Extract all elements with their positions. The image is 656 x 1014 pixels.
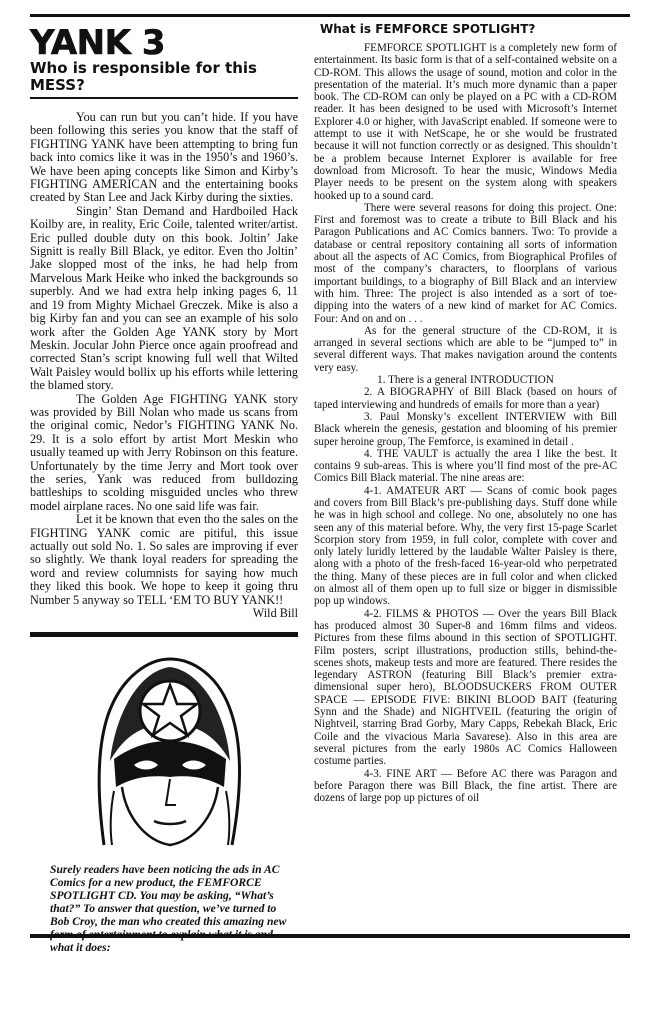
article-paragraph: There were several reasons for doing this project. One: First and foremost was to create a tribute to Bill Black and his Paragon Publications and AC Comics banners. Two: To provide a database or central repository containing all sorts of information about all the aspects of AC Comics, from Biographical Profiles of most of the company’s characters, to floorplans of various important buildings, to a biography of Bill Black and an interview with him. Three: The project is also intended as a sort of toe-dipping into the waters of a new kind of market for AC Comics. Four: And on and on . . . — [314, 201, 617, 325]
article-paragraph: As for the general structure of the CD-ROM, it is arranged in several sections which are able to be “jumped to” in several different ways. That makes navigation around the contents very easy. — [314, 324, 617, 374]
page-title: YANK 3 — [30, 23, 165, 63]
sub-area-item: 4-1. AMATEUR ART — Scans of comic book pages and covers from Bill Black’s pre-publishing days. Stuff done while he was in high school and college. No one, absolutely no one has seen any of this material before. Why, the very first 15-page Scarlet Scorpion story from 1959, in full color, complete with cover and only lately luridly lettered by the laudable Walter Paisley is there, along with a photo of the fresh-faced 16-year-old who perpetrated the thing. Many of these pieces are in full color and when clicked on almost all of them open up to full size or bigger in dismissible pop up windows. — [314, 484, 617, 608]
editorial-paragraph: You can run but you can’t hide. If you have been following this series you know that the staff of FIGHTING YANK have been attempting to bring fun back into comics like it was in the 1950’s and 1960’s. We have been aping concepts like Simon and Kirby’s FIGHTING AMERICAN and the entertaining books created by Stan Lee and Jack Kirby during the sixties. — [30, 110, 298, 205]
editorial-paragraph: Singin’ Stan Demand and Hardboiled Hack Koilby are, in reality, Eric Coile, talented writer/artist. Eric pulled double duty on this book. Joltin’ Jake Signitt is really Bill Black, ye editor. Even tho Joltin’ Jake slopped most of the inks, he had help from Marvelous Mark Heike who inked the backgrounds so superbly. And we had extra help inking pages 6, 11 and 19 from Mighty Michael Greczek. Mike is also a big Kirby fan and you can see an example of his solo work after the Golden Age YANK story by Mort Meskin. Jocular John Pierce once again proofread and corrected Stan’s script knowing full well that Wilted Walt Paisley would bollix up his efforts while lettering the blamed story. — [30, 203, 298, 393]
right-column — [314, 20, 617, 804]
article-paragraph: FEMFORCE SPOTLIGHT is a completely new form of entertainment. Its basic form is that of a self-contained website on a CD-ROM. This allows the usage of sound, motion and color in the presentation of the material. It’s much more dynamic than a paper book. The CD-ROM can only be played on a PC with a CD-ROM reader. It has been designed to be used with Microsoft’s Internet Explorer 4.0 or higher, with JavaScript enabled. If someone were to attempt to use it with NetScape, he or she would be frustrated because it will not function correctly or as designed. This shouldn’t be a problem because Internet Explorer is available for free download from Microsoft. To hear the music, Windows Media Player needs to be present on the system along with speakers hooked up to a sound card. — [314, 42, 617, 202]
editorial-body — [30, 111, 298, 607]
sub-area-item: 4-3. FINE ART — Before AC there was Paragon and before Paragon there was Bill Black, the fine artist. There are dozens of large pop up pictures of oil — [314, 767, 617, 805]
spotlight-intro-caption: Surely readers have been noticing the ads in AC Comics for a new product, the FEMFORCE SPOTLIGHT CD. You may be asking, “What’s that?” To answer that question, we’ve turned to Bob Croy, the man who created this amazing new what it does: — [50, 863, 287, 955]
editorial-paragraph: Let it be known that even tho the sales on the FIGHTING YANK comic are pitiful, this issue actually out sold No. 1. So sales are improving if ever so slightly. We thank loyal readers for spreading the word and review columnists for saying how much they liked this book. We hope to keep it going thru Number 5 anyway so TELL ‘EM TO BUY YANK!! — [30, 512, 298, 607]
section-divider — [30, 632, 298, 637]
signature: Wild Bill — [252, 606, 298, 621]
top-rule — [30, 14, 630, 17]
editorial-paragraph: The Golden Age FIGHTING YANK story was provided by Bill Nolan who made us scans from the original comic, Nedor’s FIGHTING YANK No. 29. It is a solo effort by artist Mort Meskin who usually teamed up with Jerry Robinson on this feature. Unfortunately by the time Jerry and Mort took over the series, Yank was reduced from bulldozing battleships to scolding misguided uncles who threw model airplane races. No one said life was fair. — [30, 391, 298, 513]
sub-area-item: 4-2. FILMS & PHOTOS — Over the years Bill Black has produced almost 30 Super-8 and 16mm films and videos. Pictures from these films abound in this section of SPOTLIGHT. Film posters, script illustrations, production stills, behind-the-scenes shots, makeup tests and more are featured. There resides the legendary ASTRON (featuring Bill Black’s premier extra-dimensional super hero), BLOODSUCKERS FROM OUTER SPACE — EPISODE FIVE: BIKINI BLOOD BAIT (featuring Synn and the Shade) and NIGHTVEIL (featuring the origin of Nightveil, starring Brad Gorby, Mary Capps, Rebekah Black, Eric Coile and the vivacious Maria Savarese). Also in this area are several pictures from the early 1980s AC Comics Halloween costume parties. — [314, 607, 617, 768]
hero-head-icon — [30, 641, 298, 847]
page-subtitle: Who is responsible for this MESS? — [30, 59, 257, 94]
section-title: What is FEMFORCE SPOTLIGHT? — [320, 22, 536, 36]
bottom-rule — [30, 934, 630, 938]
left-column — [30, 20, 298, 954]
list-item: 3. Paul Monsky’s excellent INTERVIEW with Bill Black wherein the genesis, gestation and blooming of his premier super heroine group, The Femforce, is examined in detail . — [314, 410, 617, 448]
subtitle-rule — [30, 97, 298, 99]
list-item: 1. There is a general INTRODUCTION — [377, 374, 554, 387]
list-item: 2. A BIOGRAPHY of Bill Black (based on hours of taped interviewing and hundreds of emails for more than a year) — [314, 386, 617, 411]
list-item: 4. THE VAULT is actually the area I like the best. It contains 9 sub-areas. This is where you’ll find most of the pre-AC Comics Bill Black material. The nine areas are: — [314, 447, 617, 485]
fighting-yank-illustration — [30, 641, 298, 847]
